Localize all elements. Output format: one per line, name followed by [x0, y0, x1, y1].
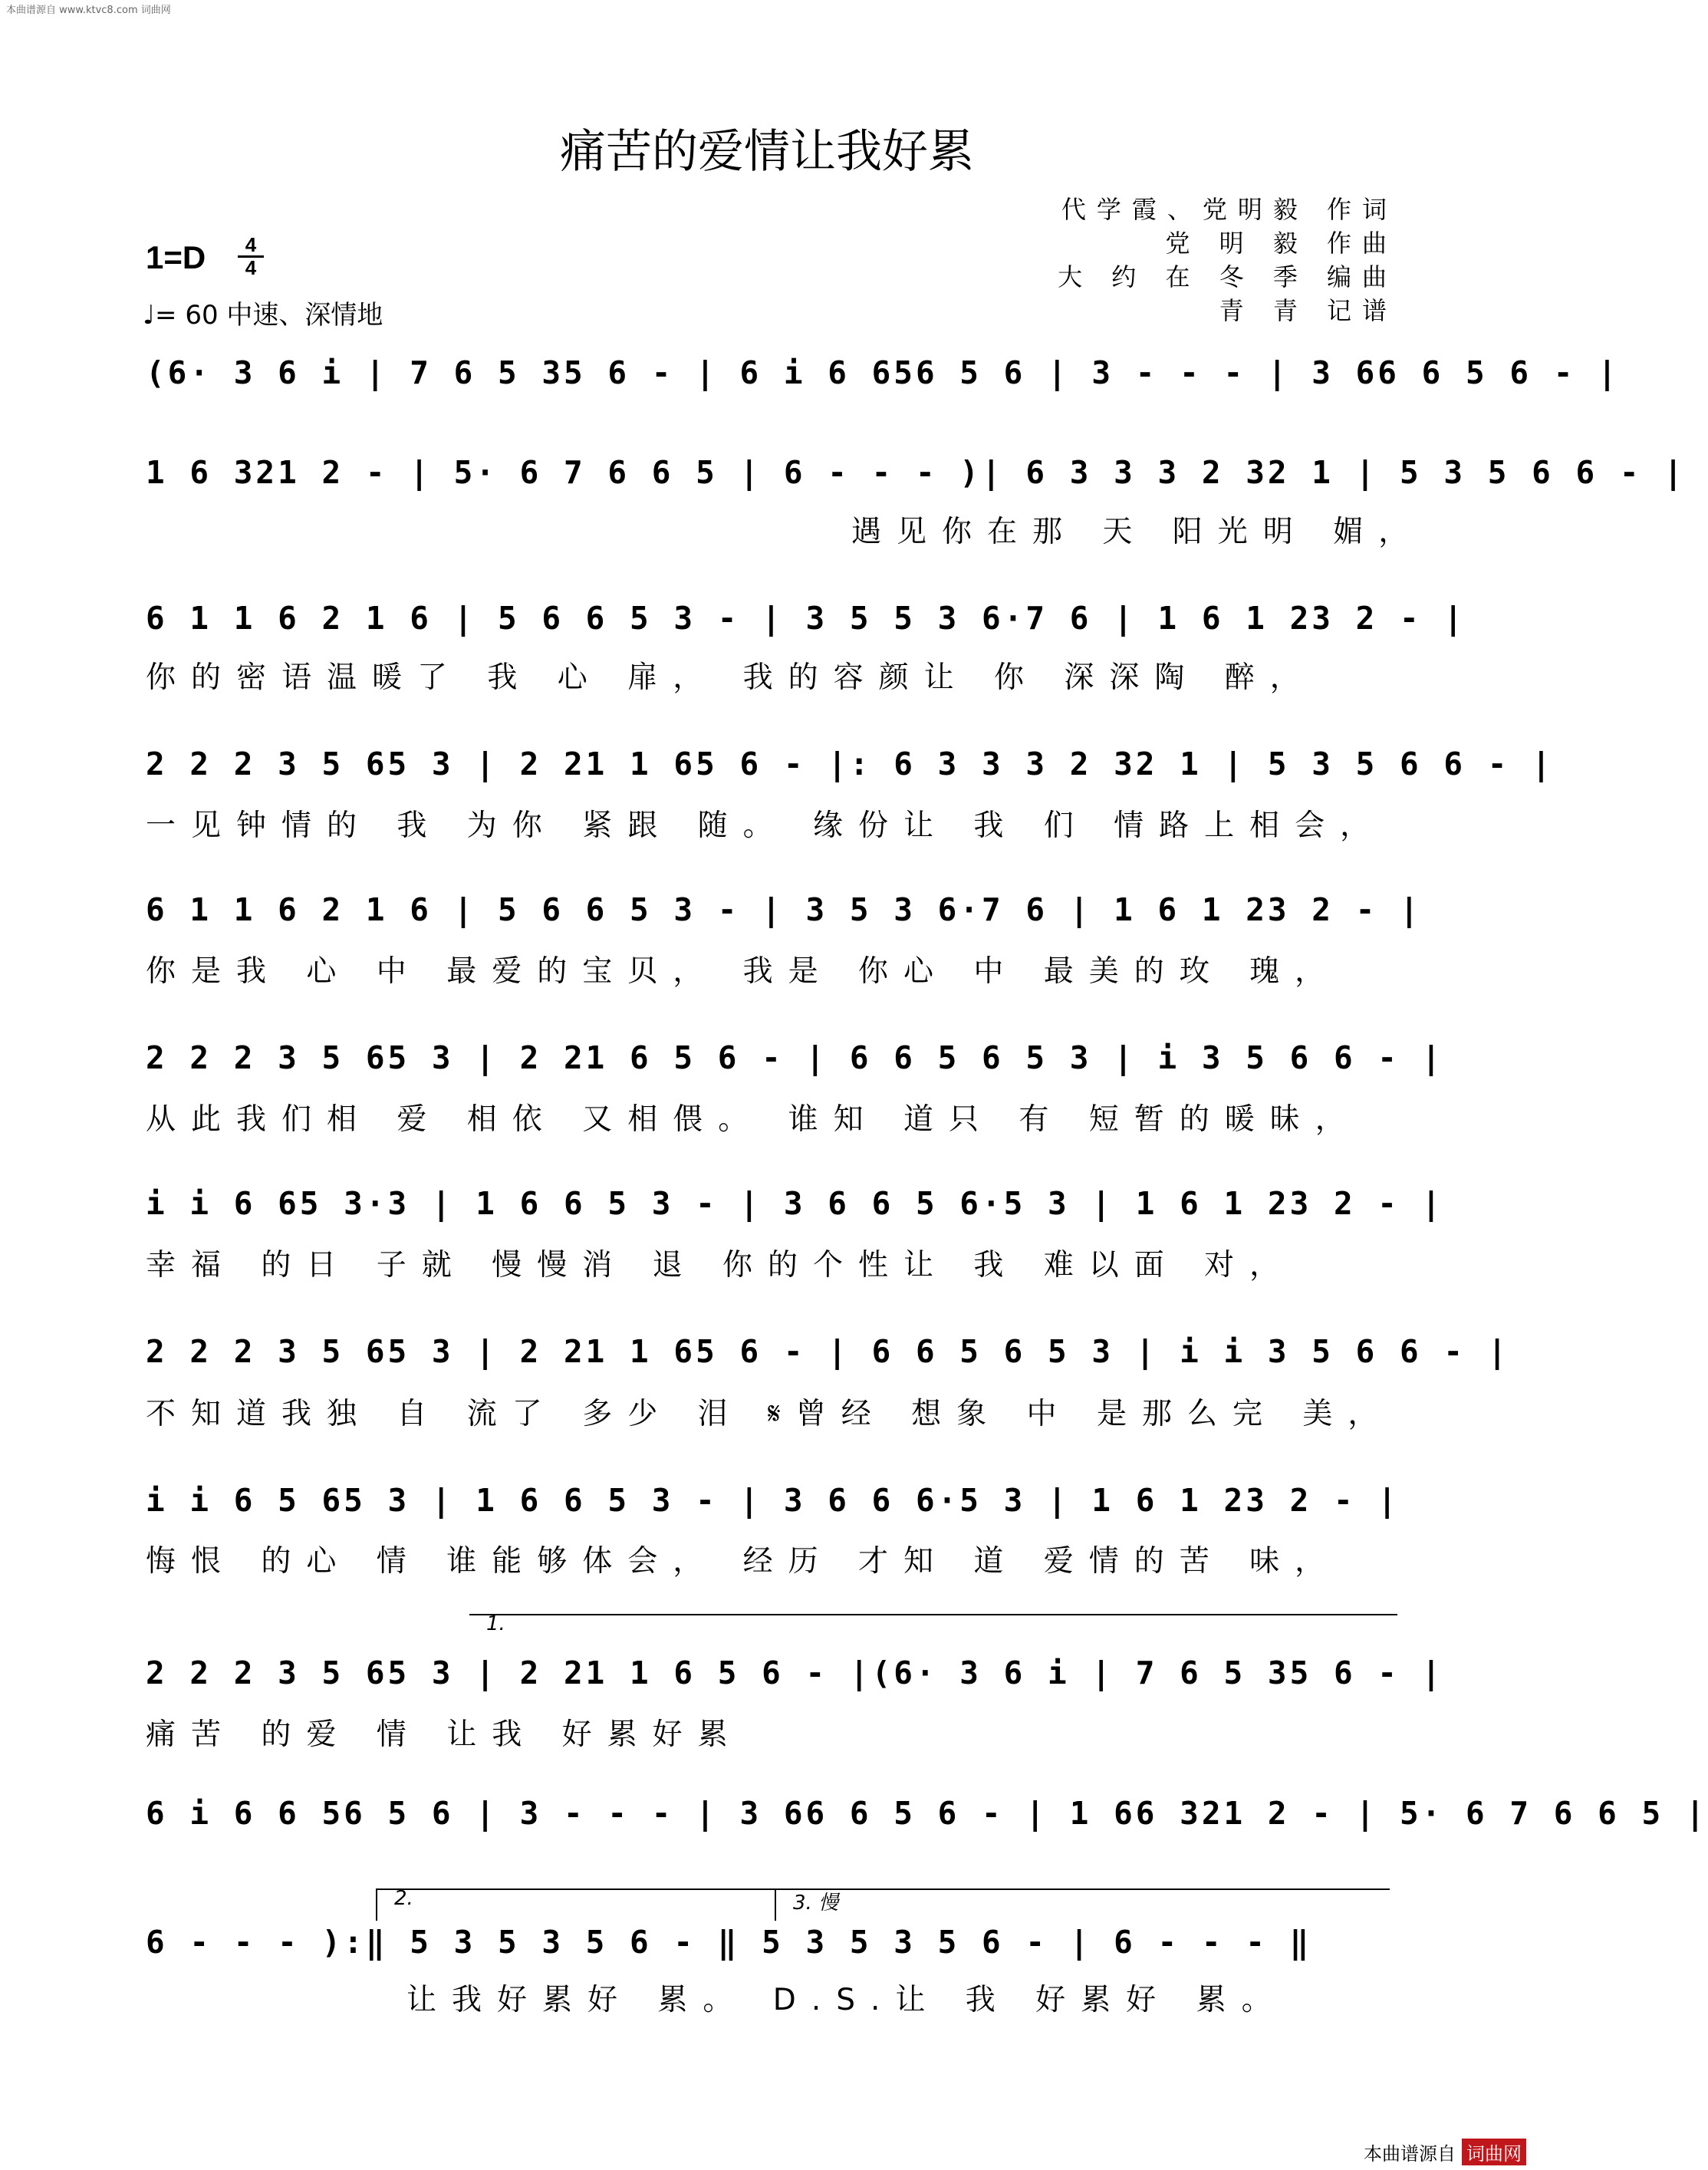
lyric-line-5: 你是我 心 中 最爱的宝贝， 我是 你心 中 最美的玫 瑰， — [146, 954, 1341, 989]
composer-credit: 党 明 毅 作曲 — [1165, 229, 1397, 258]
lyric-line-9: 悔恨 的心 情 谁能够体会， 经历 才知 道 爱情的苦 味， — [146, 1544, 1341, 1579]
notation-line-1: (6· 3 6 i | 7 6 5 35 6 - | 6 i 6 656 5 6 | 3 - - - | 3 66 6 5 6 - | — [146, 354, 1620, 391]
notation-line-9: i i 6 5 65 3 | 1 6 6 5 3 - | 3 6 6 6·5 3 | 1 6 1 23 2 - | — [146, 1482, 1400, 1519]
lyric-line-3: 你的密语温暖了 我 心 扉， 我的容颜让 你 深深陶 醉， — [146, 660, 1315, 695]
time-signature — [238, 235, 264, 278]
ciquwang-logo: 词曲网 — [1462, 2139, 1526, 2165]
lyric-line-2: 遇见你在那 天 阳光明 媚， — [851, 515, 1424, 549]
top-watermark: 本曲谱源自 www.ktvc8.com 词曲网 — [6, 5, 171, 16]
lyric-line-4: 一见钟情的 我 为你 紧跟 随。 缘份让 我 们 情路上相会， — [146, 808, 1386, 843]
notation-line-6: 2 2 2 3 5 65 3 | 2 21 6 5 6 - | 6 6 5 6 5 3 | i 3 5 6 6 - | — [146, 1039, 1444, 1076]
notation-line-12: 6 - - - ):‖ 5 3 5 3 5 6 - ‖ 5 3 5 3 5 6 - | 6 - - - ‖ — [146, 1924, 1312, 1961]
notation-line-11: 6 i 6 6 56 5 6 | 3 - - - | 3 66 6 5 6 - | 1 66 321 2 - | 5· 6 7 6 6 5 | — [146, 1795, 1708, 1832]
lyric-line-12: 让我好累好 累。 D.S.让 我 好累好 累。 — [406, 1983, 1287, 2017]
lyric-line-6: 从此我们相 爱 相依 又相偎。 谁知 道只 有 短暂的暖昧， — [146, 1102, 1361, 1137]
notation-line-7: i i 6 65 3·3 | 1 6 6 5 3 - | 3 6 6 5 6·5 3 | 1 6 1 23 2 - | — [146, 1185, 1444, 1222]
notation-line-2: 1 6 321 2 - | 5· 6 7 6 6 5 | 6 - - - )| 6 3 3 3 2 32 1 | 5 3 5 6 6 - | — [146, 454, 1686, 491]
bottom-watermark-label: 本曲谱源自 — [1364, 2143, 1456, 2165]
time-signature-bottom: 4 — [238, 255, 264, 278]
volta-1-label: 1. — [486, 1612, 505, 1635]
volta-3-label: 3. 慢 — [793, 1892, 839, 1915]
notation-line-4: 2 2 2 3 5 65 3 | 2 21 1 65 6 - |: 6 3 3 3 2 32 1 | 5 3 5 6 6 - | — [146, 746, 1554, 782]
lyricist-credit: 代学霞、党明毅 作词 — [1061, 195, 1397, 224]
volta-bracket-2 — [376, 1888, 776, 1921]
notation-line-8: 2 2 2 3 5 65 3 | 2 21 1 65 6 - | 6 6 5 6 5 3 | i i 3 5 6 6 - | — [146, 1333, 1510, 1370]
volta-2-label: 2. — [394, 1887, 413, 1910]
key-signature: 1=D — [146, 239, 206, 275]
notation-line-3: 6 1 1 6 2 1 6 | 5 6 6 5 3 - | 3 5 5 3 6·7 6 | 1 6 1 23 2 - | — [146, 600, 1466, 637]
arranger-credit: 大 约 在 冬 季 编曲 — [1058, 262, 1397, 291]
lyric-line-10: 痛苦 的爱 情 让我 好累好累 — [146, 1717, 743, 1752]
notation-line-10: 2 2 2 3 5 65 3 | 2 21 1 6 5 6 - |(6· 3 6 i | 7 6 5 35 6 - | — [146, 1655, 1444, 1691]
song-title: 痛苦的爱情让我好累 — [560, 125, 974, 179]
volta-bracket-3 — [775, 1888, 1390, 1921]
lyric-line-8: 不知道我独 自 流了 多少 泪 𝄋曾经 想象 中 是那么完 美， — [146, 1397, 1394, 1431]
notation-line-5: 6 1 1 6 2 1 6 | 5 6 6 5 3 - | 3 5 3 6·7 6 | 1 6 1 23 2 - | — [146, 891, 1422, 928]
tempo-marking: ♩= 60 中速、深情地 — [143, 300, 383, 331]
transcriber-credit: 青 青 记谱 — [1219, 296, 1397, 325]
volta-bracket-1 — [469, 1614, 1397, 1646]
time-signature-top: 4 — [245, 233, 257, 256]
bottom-watermark — [1364, 2139, 1526, 2165]
lyric-line-7: 幸福 的日 子就 慢慢消 退 你的个性让 我 难以面 对， — [146, 1248, 1295, 1283]
